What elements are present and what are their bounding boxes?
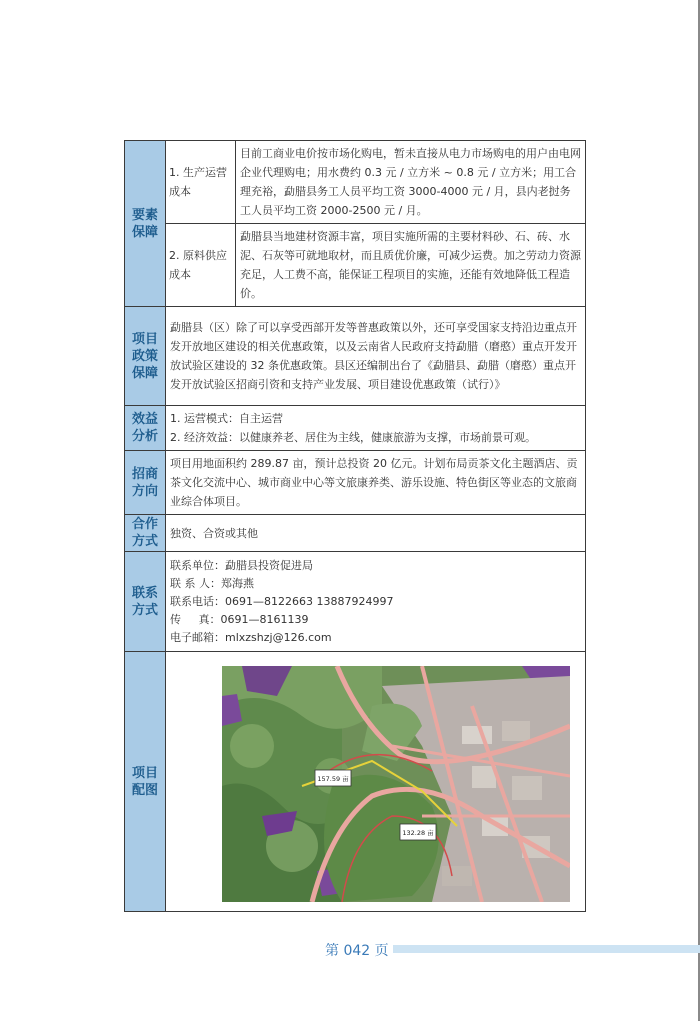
contact-unit: 联系单位：勐腊县投资促进局 [170,558,313,572]
contact-row [125,552,586,652]
contact-head: 联系 方式 [125,552,166,652]
site-plan-image [222,666,570,902]
factor-item-1-label: 1. 生产运营成本 [166,141,236,224]
layout-head: 项目 配图 [125,652,166,912]
benefit-line-2: 2. 经济效益：以健康养老、居住为主线，健康旅游为支撑，市场前景可观。 [170,431,536,444]
factor-item-1-text: 目前工商业电价按市场化购电，暂未直接从电力市场购电的用户由电网企业代理购电；用水费约 0.3 元 / 立方米 ~ 0.8 元 / 立方米；用工合理充裕，勐腊县务工人员平均工资 3000-4000 元 / 月，县内老挝务工人员平均工资 2000-2500 元 / 月。 [236,141,586,224]
factor-head: 要素 保障 [125,141,166,307]
project-info-table [124,140,586,912]
project-site-map [222,666,570,902]
policy-text: 勐腊县（区）除了可以享受西部开发等普惠政策以外，还可享受国家支持沿边重点开发开放地区建设的相关优惠政策，以及云南省人民政府支持勐腊（磨憨）重点开发开放试验区建设的 32 条优惠政策。县区还编制出台了《勐腊县、勐腊（磨憨）重点开发开放试验区招商引资和支持产业发展、项目建设优惠政策（试行）》 [166,307,586,406]
contact-fax: 传 真：0691—8161139 [170,612,309,626]
page-number: 第 042 页 [325,943,389,959]
policy-head: 项目 政策 保障 [125,307,166,406]
direction-head: 招商 方向 [125,451,166,515]
factor-row-1 [125,141,586,224]
contact-phone: 联系电话：0691—8122663 13887924997 [170,594,394,608]
map-label-1: 157.59 亩 [317,775,349,783]
benefit-line-1: 1. 运营模式：自主运营 [170,412,283,425]
factor-item-2-label: 2. 原料供应成本 [166,224,236,307]
layout-row [125,652,586,912]
benefit-text [166,406,586,451]
direction-text: 项目用地面积约 289.87 亩，预计总投资 20 亿元。计划布局贡茶文化主题酒店、贡茶文化交流中心、城市商业中心等文旅康养类、游乐设施、特色街区等业态的文旅商业综合体项目。 [166,451,586,515]
contact-person: 联 系 人：郑海燕 [170,576,254,590]
policy-row [125,307,586,406]
direction-row [125,451,586,515]
factor-row-2 [125,224,586,307]
factor-item-2-text: 勐腊县当地建材资源丰富，项目实施所需的主要材料砂、石、砖、水泥、石灰等可就地取材，而且质优价廉，可减少运费。加之劳动力资源充足，人工费不高，能保证工程项目的实施，还能有效地降低工程造价。 [236,224,586,307]
cooperation-row [125,515,586,552]
cooperation-text: 独资、合资或其他 [166,515,586,552]
footer-decorative-bar [393,945,700,953]
cooperation-head: 合作 方式 [125,515,166,552]
contact-email: 电子邮箱：mlxzshzj@126.com [170,630,332,644]
benefit-row [125,406,586,451]
contact-text [166,552,586,652]
benefit-head: 效益 分析 [125,406,166,451]
layout-image-cell [166,652,586,912]
map-label-2: 132.28 亩 [402,829,434,837]
